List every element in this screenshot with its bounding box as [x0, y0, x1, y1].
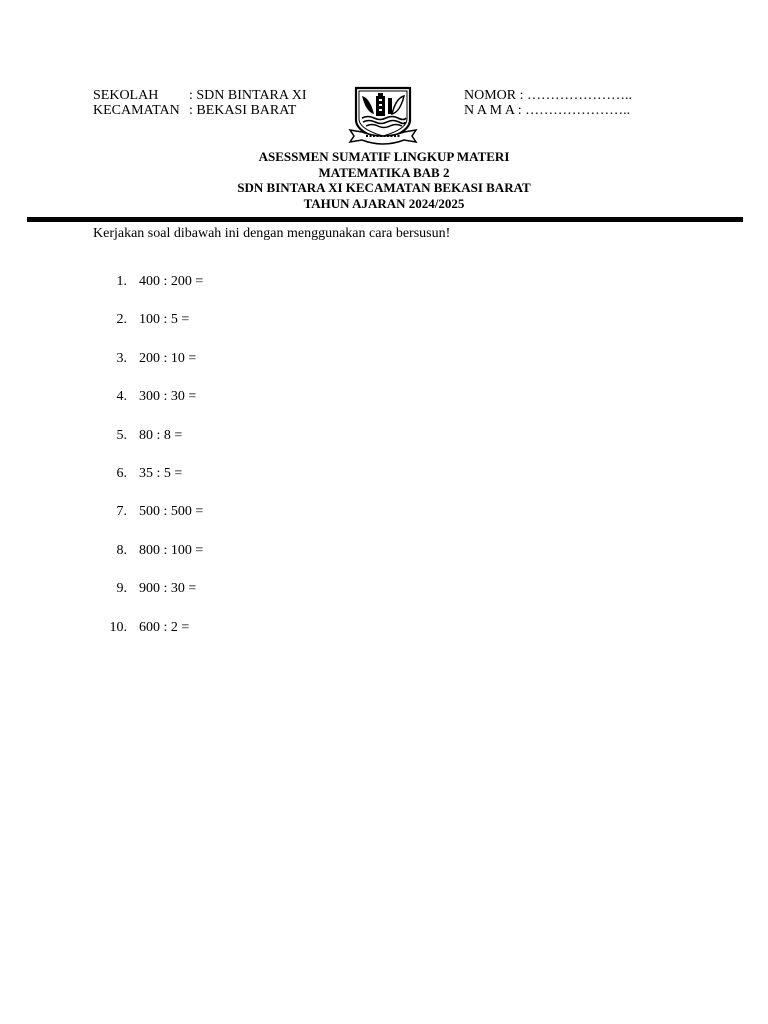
name-field [464, 103, 630, 119]
question-number: 8. [116, 542, 127, 558]
district-value: : BEKASI BARAT [189, 103, 297, 118]
school-label: SEKOLAH [93, 88, 159, 103]
title-line-4: TAHUN AJARAN 2024/2025 [303, 195, 465, 211]
question-text: 300 : 30 = [139, 389, 197, 405]
number-label: NOMOR : ………………….. [464, 88, 633, 103]
question-number: 3. [116, 350, 127, 366]
name-label: N A M A : ………………….. [464, 103, 631, 118]
instruction-text: Kerjakan soal dibawah ini dengan menggunakan cara bersusun! [93, 226, 451, 241]
question-text: 200 : 10 = [139, 350, 197, 366]
header-divider [27, 217, 743, 222]
question-number: 1. [116, 274, 127, 289]
question-text: 600 : 2 = [139, 619, 190, 635]
question-number: 2. [116, 312, 127, 328]
question-number: 5. [116, 427, 127, 443]
district-row [93, 103, 296, 119]
district-label: KECAMATAN [93, 103, 180, 118]
question-text: 80 : 8 = [139, 427, 183, 443]
title-line-1: ASESSMEN SUMATIF LINGKUP MATERI [258, 149, 510, 164]
question-text: 800 : 100 = [139, 542, 204, 558]
question-text: 500 : 500 = [139, 504, 204, 520]
school-row [93, 88, 307, 104]
question-number: 6. [116, 466, 127, 481]
question-number: 7. [116, 504, 127, 520]
question-text: 100 : 5 = [139, 312, 190, 328]
school-value: : SDN BINTARA XI [189, 88, 307, 103]
kota-bekasi-emblem-icon [348, 84, 418, 148]
number-field [464, 88, 632, 104]
question-text: 900 : 30 = [139, 581, 197, 597]
title-line-3: SDN BINTARA XI KECAMATAN BEKASI BARAT [237, 180, 531, 195]
question-number: 10. [109, 619, 127, 635]
title-line-2: MATEMATIKA BAB 2 [318, 164, 450, 180]
question-text: 400 : 200 = [139, 274, 204, 289]
question-text: 35 : 5 = [139, 466, 183, 481]
question-number: 9. [116, 581, 127, 597]
document-title [0, 149, 768, 211]
question-number: 4. [116, 389, 127, 405]
